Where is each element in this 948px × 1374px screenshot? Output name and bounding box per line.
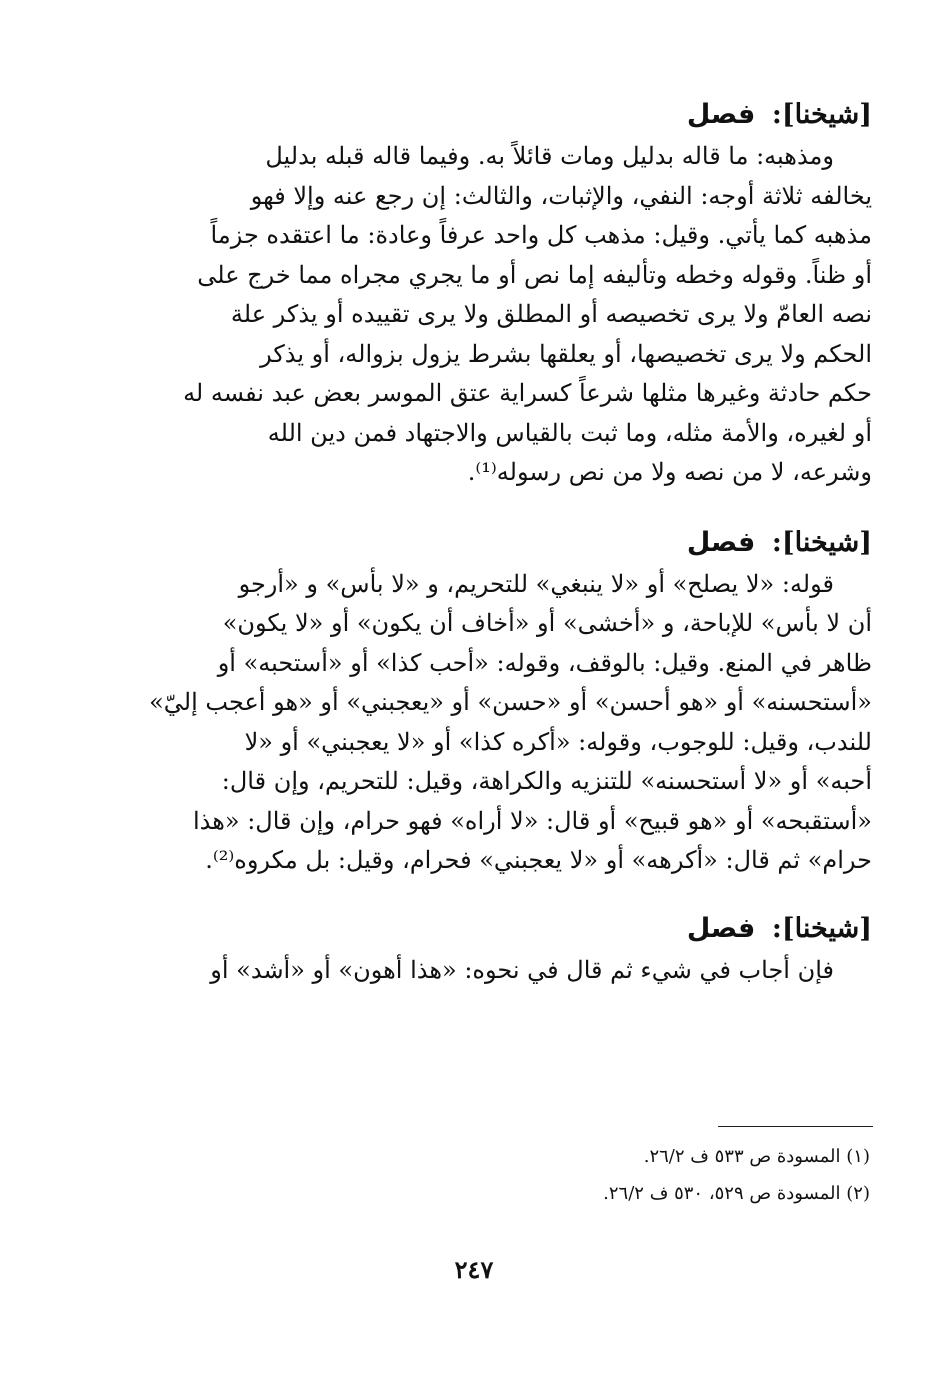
text-line: ومذهبه: ما قاله بدليل ومات قائلاً به. وفيما قاله قبله بدليل bbox=[265, 142, 834, 170]
text-line: أو لغيره، والأمة مثله، وما ثبت بالقياس والاجتهاد فمن دين الله bbox=[267, 418, 872, 447]
heading-bracket: [شيخنا]: bbox=[771, 912, 872, 944]
text-line: وشرعه، لا من نصه ولا من نص رسوله⁽¹⁾. bbox=[467, 458, 872, 486]
paragraph bbox=[130, 565, 872, 881]
text-line: حرام» ثم قال: «أكرهه» أو «لا يعجبني» فحرام، وقيل: بل مكروه⁽²⁾. bbox=[205, 846, 872, 874]
section-1 bbox=[130, 95, 872, 493]
text-line: ظاهر في المنع. وقيل: بالوقف، وقوله: «أحب كذا» أو «أستحبه» أو bbox=[217, 648, 872, 677]
text-line: الحكم ولا يرى تخصيصها، أو يعلقها بشرط يزول بزواله، أو يذكر bbox=[260, 339, 872, 368]
section-heading bbox=[130, 523, 872, 563]
text-line: فإن أجاب في شيء ثم قال في نحوه: «هذا أهون» أو «أشد» أو bbox=[210, 955, 834, 984]
footnote: (٢) المسودة ص ٥٢٩، ٥٣٠ ف ٢٦/٢. bbox=[603, 1183, 870, 1204]
section-heading bbox=[130, 95, 872, 135]
heading-fasl: فصل bbox=[686, 99, 756, 130]
text-line: أو ظناً. وقوله وخطه وتأليفه إما نص أو ما يجري مجراه مما خرج على bbox=[197, 260, 872, 289]
text-line: قوله: «لا يصلح» أو «لا ينبغي» للتحريم، و «لا بأس» و «أرجو bbox=[238, 569, 834, 598]
text-line: أن لا بأس» للإباحة، و «أخشى» أو «أخاف أن يكون» أو «لا يكون» bbox=[222, 609, 872, 637]
text-line: حكم حادثة وغيرها مثلها شرعاً كسراية عتق الموسر بعض عبد نفسه له bbox=[183, 379, 872, 407]
section-2 bbox=[130, 523, 872, 881]
footnotes bbox=[400, 1138, 870, 1212]
text-line: للندب، وقيل: للوجوب، وقوله: «أكره كذا» أو «لا يعجبني» أو «لا bbox=[244, 727, 872, 756]
section-heading bbox=[130, 909, 872, 949]
text-line: نصه العامّ ولا يرى تخصيصه أو المطلق ولا يرى تقييده أو يذكر علة bbox=[230, 300, 872, 328]
text-line: يخالفه ثلاثة أوجه: النفي، والإثبات، والثالث: إن رجع عنه وإلا فهو bbox=[250, 181, 872, 210]
heading-bracket: [شيخنا]: bbox=[771, 99, 872, 130]
page-number: ٢٤٧ bbox=[454, 1255, 494, 1284]
text-line: أحبه» أو «لا أستحسنه» للتنزيه والكراهة، وقيل: للتحريم، وإن قال: bbox=[221, 767, 872, 795]
section-3 bbox=[130, 909, 872, 991]
footnote-separator bbox=[718, 1126, 873, 1127]
paragraph bbox=[130, 951, 872, 991]
paragraph bbox=[130, 137, 872, 493]
text-line: «أستقبحه» أو «هو قبيح» أو قال: «لا أراه» فهو حرام، وإن قال: «هذا bbox=[192, 806, 872, 835]
text-line: مذهبه كما يأتي. وقيل: مذهب كل واحد عرفاً وعادة: ما اعتقده جزماً bbox=[210, 221, 872, 249]
footnote: (١) المسودة ص ٥٣٣ ف ٢٦/٢. bbox=[643, 1146, 870, 1167]
page-body bbox=[130, 95, 872, 990]
heading-fasl: فصل bbox=[686, 912, 756, 944]
text-line: «أستحسنه» أو «هو أحسن» أو «حسن» أو «يعجبني» أو «هو أعجب إليّ» bbox=[149, 688, 872, 716]
heading-fasl: فصل bbox=[686, 526, 756, 558]
heading-bracket: [شيخنا]: bbox=[771, 526, 872, 558]
